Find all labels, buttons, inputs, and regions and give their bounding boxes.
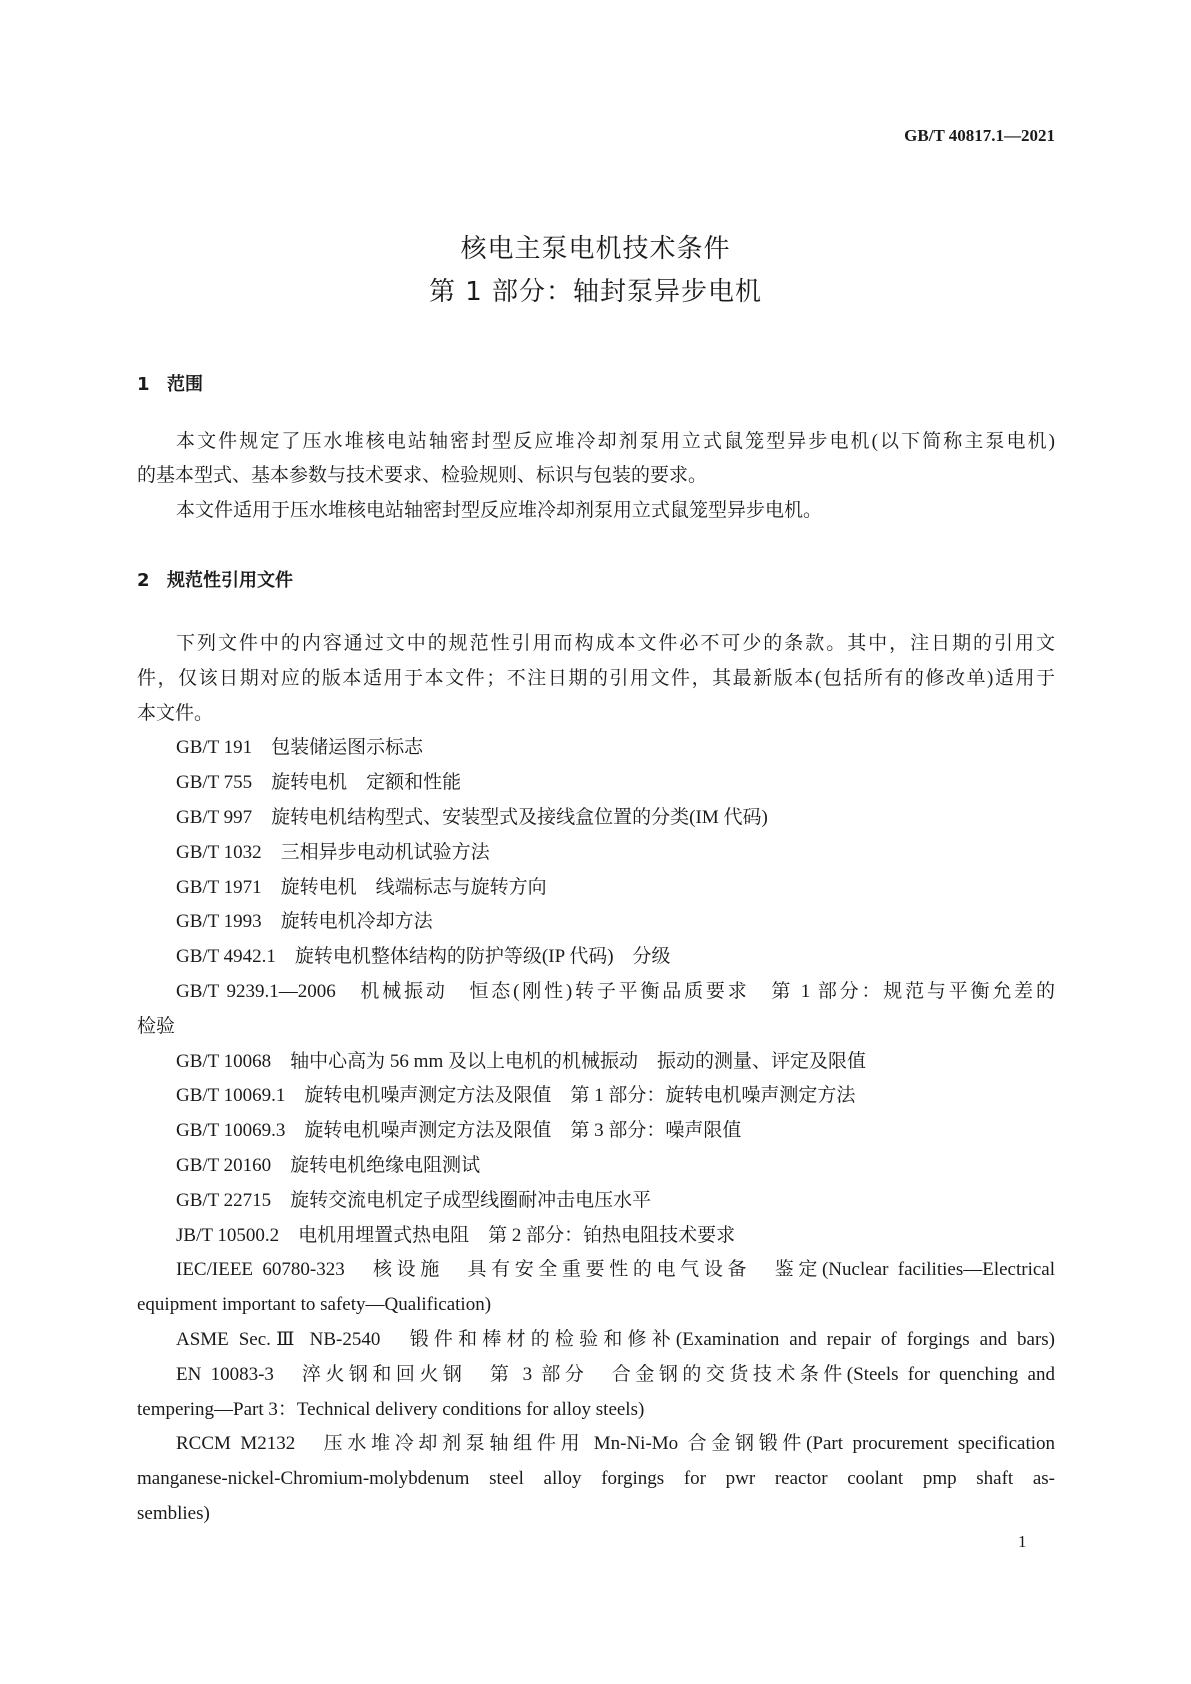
reference-entry-line: tempering—Part 3：Technical delivery conditions for alloy steels)	[137, 1398, 645, 1420]
reference-entry-line: semblies)	[137, 1503, 210, 1524]
reference-entry-line: JB/T 10500.2 电机用埋置式热电阻 第 2 部分：铂热电阻技术要求	[176, 1224, 736, 1246]
reference-entry-line: GB/T 10069.1 旋转电机噪声测定方法及限值 第 1 部分：旋转电机噪声测定方法	[176, 1085, 856, 1107]
reference-entry-line: GB/T 10069.3 旋转电机噪声测定方法及限值 第 3 部分：噪声限值	[176, 1120, 742, 1142]
reference-entry-line: GB/T 10068 轴中心高为 56 mm 及以上电机的机械振动 振动的测量、评定及限值	[176, 1050, 866, 1072]
standard-number: GB/T 40817.1—2021	[904, 126, 1055, 145]
reference-entry-line: GB/T 20160 旋转电机绝缘电阻测试	[176, 1155, 481, 1176]
reference-entry-line: equipment important to safety—Qualification)	[137, 1294, 492, 1316]
section-number: 1	[137, 374, 150, 395]
section-number: 2	[137, 570, 150, 591]
paragraph-line: 本文件规定了压水堆核电站轴密封型反应堆冷却剂泵用立式鼠笼型异步电机(以下简称主泵电机)	[176, 431, 1055, 452]
reference-entry-line: EN 10083-3 淬火钢和回火钢 第 3 部分 合金钢的交货技术条件(Steels for quenching and	[176, 1363, 1055, 1385]
reference-entry-line: GB/T 1971 旋转电机 线端标志与旋转方向	[176, 876, 547, 898]
section-2-heading	[137, 566, 293, 592]
reference-entry-line: GB/T 4942.1 旋转电机整体结构的防护等级(IP 代码) 分级	[176, 946, 671, 968]
reference-entry-line: manganese-nickel-Chromium-molybdenum steel alloy forgings for pwr reactor coolant pmp shaft as-	[137, 1468, 1055, 1490]
paragraph-line: 本文件适用于压水堆核电站轴密封型反应堆冷却剂泵用立式鼠笼型异步电机。	[176, 500, 823, 521]
paragraph-line: 件，仅该日期对应的版本适用于本文件；不注日期的引用文件，其最新版本(包括所有的修改单)适用于	[137, 667, 1055, 689]
reference-entry-line: GB/T 1993 旋转电机冷却方法	[176, 911, 433, 933]
section-1-heading	[137, 370, 203, 396]
reference-entry-line: RCCM M2132 压水堆冷却剂泵轴组件用 Mn-Ni-Mo 合金钢锻件(Part procurement specification	[176, 1433, 1055, 1455]
reference-entry-line: GB/T 997 旋转电机结构型式、安装型式及接线盒位置的分类(IM 代码)	[176, 807, 768, 828]
reference-entry-line: GB/T 9239.1—2006 机械振动 恒态(刚性)转子平衡品质要求 第 1 部分：规范与平衡允差的	[176, 981, 1055, 1002]
reference-entry-line: GB/T 1032 三相异步电动机试验方法	[176, 841, 490, 863]
reference-entry-line: 检验	[137, 1015, 176, 1037]
page-number: 1	[1018, 1532, 1027, 1551]
paragraph-line: 的基本型式、基本参数与技术要求、检验规则、标识与包装的要求。	[137, 465, 708, 486]
reference-entry-line: GB/T 755 旋转电机 定额和性能	[176, 772, 462, 794]
section-title: 范围	[167, 374, 203, 395]
reference-entry-line: GB/T 191 包装储运图示标志	[176, 737, 424, 759]
section-title: 规范性引用文件	[167, 570, 293, 591]
paragraph-line: 下列文件中的内容通过文中的规范性引用而构成本文件必不可少的条款。其中，注日期的引用文	[176, 633, 1055, 654]
paragraph-line: 本文件。	[137, 702, 214, 724]
document-subtitle: 第 1 部分：轴封泵异步电机	[428, 277, 763, 307]
reference-entry-line: ASME Sec.Ⅲ NB-2540 锻件和棒材的检验和修补(Examination and repair of forgings and bars)	[176, 1329, 1055, 1350]
document-title: 核电主泵电机技术条件	[460, 234, 731, 264]
reference-entry-line: IEC/IEEE 60780-323 核设施 具有安全重要性的电气设备 鉴定(Nuclear facilities—Electrical	[176, 1259, 1055, 1281]
reference-entry-line: GB/T 22715 旋转交流电机定子成型线圈耐冲击电压水平	[176, 1189, 652, 1211]
